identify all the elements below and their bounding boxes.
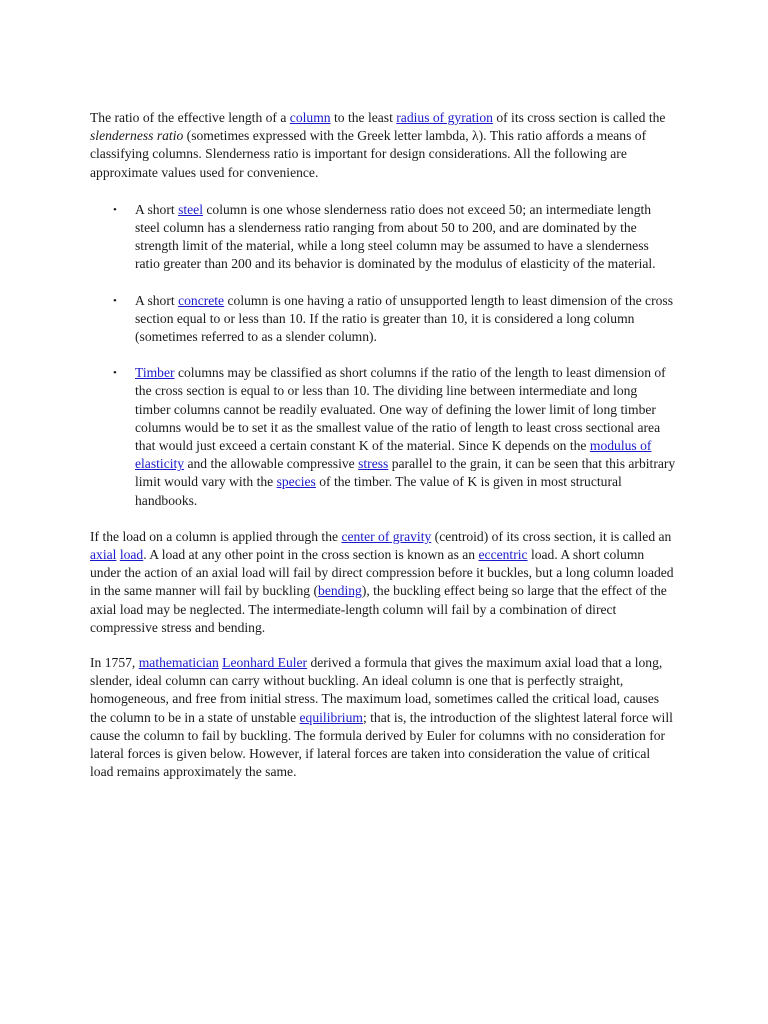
text-run: derived a formula that gives the maximum axial load that a long, slender, ideal column can carry without buckling. An ideal column is one that is perfectly straight, homogeneous, and free from initial stress. The maximum load, sometimes called the critical load, causes the column to be in a state of unstable [90,655,663,725]
text-run: (centroid) of its cross section, it is called an [431,528,672,544]
bullet-icon: • [113,203,117,216]
text-run: to the least [330,110,397,125]
text-run: ; that is, the introduction of the slightest lateral force will cause the column to fail by buckling. The formula derived by Euler for columns with no consideration for lateral forces is given below. However, if lateral forces are taken into consideration the value of critical load remains approximately the same. [90,709,673,780]
text-run: columns may be classified as short columns if the ratio of the length to least dimension of the cross section is equal to or less than 10. The dividing line between intermediate and long timber columns cannot be readily evaluated. One way of defining the lower limit of long timber columns would be to set it as the smallest value of the ratio of length to least cross sectional area that would just exceed a certain constant K of the material. Since K depends on the [135,365,666,454]
list-item-concrete [90,292,676,347]
text-run: A short [135,292,179,308]
text-run: . A load at any other point in the cross section is known as an [143,547,479,563]
intro-paragraph [90,109,676,182]
list-item-timber [90,364,676,510]
text-run: In 1757, [90,655,139,671]
link-equilibrium[interactable]: equilibrium [299,709,363,725]
link-bending[interactable]: bending [318,583,362,599]
list-item-steel [90,201,676,274]
link-steel[interactable]: steel [178,201,203,217]
link-mathematician[interactable]: mathematician [138,655,219,671]
text-run: of the timber. The value of K is given in most structural handbooks. [135,474,622,508]
axial-load-paragraph [90,528,676,637]
link-load[interactable]: load [119,547,144,563]
link-axial[interactable]: axial [90,547,117,563]
emphasis-slenderness-ratio: slenderness ratio [90,128,184,144]
text-run: column is one having a ratio of unsupported length to least dimension of the cross section equal to or less than 10. If the ratio is greater than 10, it is considered a long column (sometimes referred to as a slender column). [135,292,673,345]
link-radius-of-gyration[interactable]: radius of gyration [396,110,493,125]
text-run: ), the buckling effect being so large that the effect of the axial load may be neglected. The intermediate-length column will fail by a combination of direct compressive stress and bending. [90,583,667,635]
text-run: The ratio of the effective length of a [90,110,290,125]
bullet-icon: • [113,367,117,380]
text-run: parallel to the grain, it can be seen that this arbitrary limit would vary with the [135,456,676,490]
text-run: and the allowable compressive [184,456,359,472]
link-species[interactable]: species [276,474,316,490]
link-leonhard-euler[interactable]: Leonhard Euler [222,655,308,671]
link-modulus-of-elasticity[interactable]: modulus of elasticity [135,438,652,472]
link-eccentric[interactable]: eccentric [478,547,528,563]
text-run: of its cross section is called the [492,110,666,125]
text-run: column is one whose slenderness ratio does not exceed 50; an intermediate length steel column has a slenderness ratio ranging from about 50 to 200, and are dominated by the strength limit of the material, while a long steel column may be assumed to have a slenderness ratio greater than 200 and its behavior is dominated by the modulus of elasticity of the material. [135,201,656,272]
link-center-of-gravity[interactable]: center of gravity [341,528,432,544]
column-classification-list [90,201,676,510]
text-run: If the load on a column is applied through the [90,528,342,544]
text-run: (sometimes expressed with the Greek letter lambda, λ). This ratio affords a means of classifying columns. Slenderness ratio is important for design considerations. All the following are approximate values used for convenience. [90,128,647,180]
text-run: A short [135,201,179,217]
link-timber[interactable]: Timber [135,365,175,381]
link-concrete[interactable]: concrete [178,292,225,308]
bullet-icon: • [113,294,117,307]
text-run: load. A short column under the action of an axial load will fail by direct compression before it buckles, but a long column loaded in the same manner will fail by buckling ( [90,547,674,599]
link-column[interactable]: column [289,110,331,125]
link-stress[interactable]: stress [358,456,389,472]
euler-paragraph [90,654,676,781]
